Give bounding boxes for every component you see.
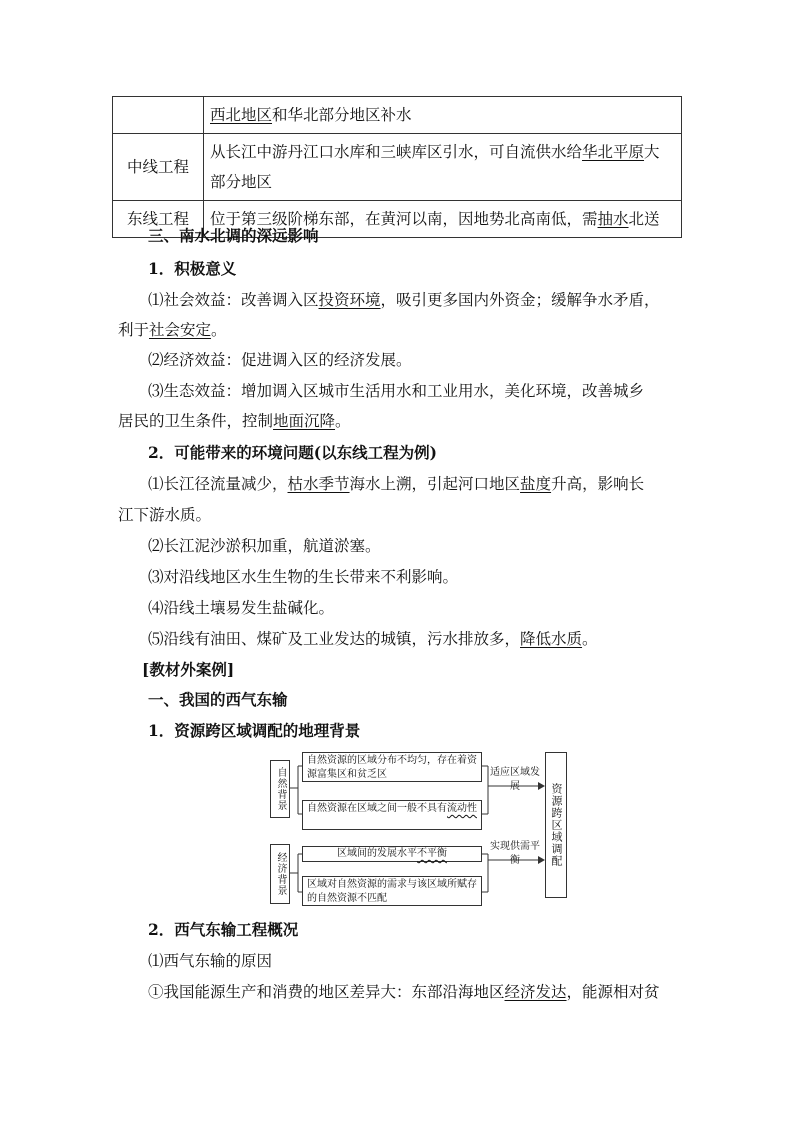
final-outcome-box: 资源跨区域调配 (545, 752, 567, 898)
underlined-term: 西北地区 (210, 106, 273, 124)
desc-line: 部分地区 (210, 173, 273, 191)
economic-factor-box: 区域间的发展水平不平衡 (302, 846, 482, 862)
paragraph-line: ⑶对沿线地区水生生物的生长带来不利影响。 (148, 568, 459, 586)
underlined-term: 枯水季节 (287, 475, 350, 493)
underlined-term: 投资环境 (318, 291, 381, 309)
natural-result-label: 适应区域发展 (490, 767, 540, 792)
underlined-term: 流动性 (447, 803, 477, 814)
project-name-cell (113, 97, 204, 134)
paragraph-line: ⑵经济效益：促进调入区的经济发展。 (148, 351, 412, 369)
section-heading: 三、南水北调的深远影响 (148, 226, 319, 245)
project-desc-cell (204, 134, 682, 201)
underlined-term: 不平衡 (417, 848, 447, 859)
desc-line: 位于第三级阶梯东部，在黄河以南，因地势北高南低，需抽水北送 (210, 210, 660, 228)
paragraph-line: ⑴西气东输的原因 (148, 952, 273, 970)
underlined-term: 降低水质 (520, 630, 583, 648)
subheading: 1．资源跨区域调配的地理背景 (148, 721, 361, 740)
paragraph-line: ⑸沿线有油田、煤矿及工业发达的城镇，污水排放多，降低水质。 (148, 630, 598, 648)
subheading: 2．可能带来的环境问题(以东线工程为例) (148, 443, 437, 462)
paragraph-line: ⑷沿线土壤易发生盐碱化。 (148, 599, 335, 617)
project-desc-cell (204, 97, 682, 134)
desc-line: 西北地区和华北部分地区补水 (210, 106, 412, 124)
case-tag: [教材外案例] (142, 660, 235, 679)
paragraph-line: ⑵长江泥沙淤积加重，航道淤塞。 (148, 537, 381, 555)
table-row (113, 134, 682, 201)
economic-factor-box: 区域对自然资源的需求与该区域所赋存的自然资源不匹配 (302, 876, 482, 906)
natural-background-label: 自然背景 (270, 760, 290, 818)
underlined-term: 经济发达 (504, 983, 567, 1001)
economic-result-label: 实现供需平衡 (490, 841, 540, 866)
underlined-term: 盐度 (520, 475, 552, 493)
desc-line: 从长江中游丹江口水库和三峡库区引水，可自流供水给华北平原大 (210, 143, 660, 161)
resource-allocation-diagram (268, 748, 568, 908)
paragraph-line: 居民的卫生条件，控制地面沉降。 (118, 412, 351, 430)
subheading: 1．积极意义 (148, 259, 237, 278)
project-name-cell: 东线工程 (113, 201, 204, 238)
underlined-term: 抽水 (597, 210, 629, 228)
paragraph-line: ①我国能源生产和消费的地区差异大：东部沿海地区经济发达，能源相对贫 (148, 983, 660, 1001)
subheading: 2．西气东输工程概况 (148, 920, 299, 939)
paragraph-line: ⑴社会效益：改善调入区投资环境，吸引更多国内外资金；缓解争水矛盾， (148, 291, 660, 309)
project-table (112, 96, 682, 238)
underlined-term: 地面沉降 (273, 412, 336, 430)
paragraph-line: ⑶生态效益：增加调入区城市生活用水和工业用水，美化环境，改善城乡 (148, 382, 645, 400)
project-name-cell: 中线工程 (113, 134, 204, 201)
section-heading: 一、我国的西气东输 (148, 690, 288, 709)
economic-background-label: 经济背景 (270, 844, 290, 904)
underlined-term: 华北平原 (582, 143, 645, 161)
natural-factor-box: 自然资源的区域分布不均匀，存在着资源富集区和贫乏区 (302, 752, 482, 782)
natural-factor-box: 自然资源在区域之间一般不具有流动性 (302, 800, 482, 830)
paragraph-line: 利于社会安定。 (118, 321, 227, 339)
paragraph-line: ⑴长江径流量减少，枯水季节海水上溯，引起河口地区盐度升高，影响长 (148, 475, 645, 493)
underlined-term: 社会安定 (149, 321, 212, 339)
table-row (113, 97, 682, 134)
paragraph-line: 江下游水质。 (118, 506, 212, 524)
